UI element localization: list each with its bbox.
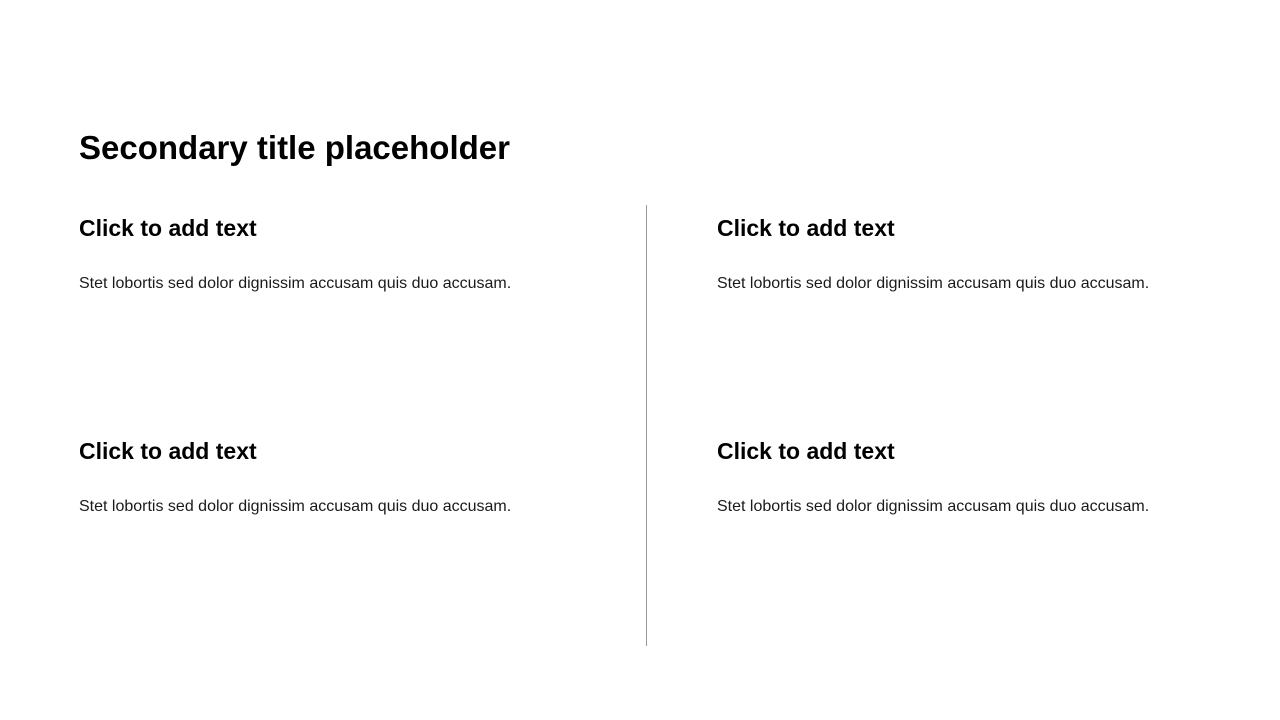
text-block-top-left[interactable] (79, 212, 599, 294)
text-block-bottom-left[interactable] (79, 435, 599, 517)
text-block-bottom-right[interactable] (717, 435, 1237, 517)
block-heading[interactable]: Click to add text (717, 438, 895, 464)
block-body[interactable]: Stet lobortis sed dolor dignissim accusam quis duo accusam. (717, 498, 1150, 515)
block-heading[interactable]: Click to add text (79, 215, 257, 241)
slide-title[interactable]: Secondary title placeholder (79, 129, 510, 166)
block-heading[interactable]: Click to add text (79, 438, 257, 464)
text-block-top-right[interactable] (717, 212, 1237, 294)
block-body[interactable]: Stet lobortis sed dolor dignissim accusam quis duo accusam. (79, 498, 512, 515)
column-divider (646, 205, 647, 646)
block-body[interactable]: Stet lobortis sed dolor dignissim accusam quis duo accusam. (79, 275, 512, 292)
block-body[interactable]: Stet lobortis sed dolor dignissim accusam quis duo accusam. (717, 275, 1150, 292)
block-heading[interactable]: Click to add text (717, 215, 895, 241)
